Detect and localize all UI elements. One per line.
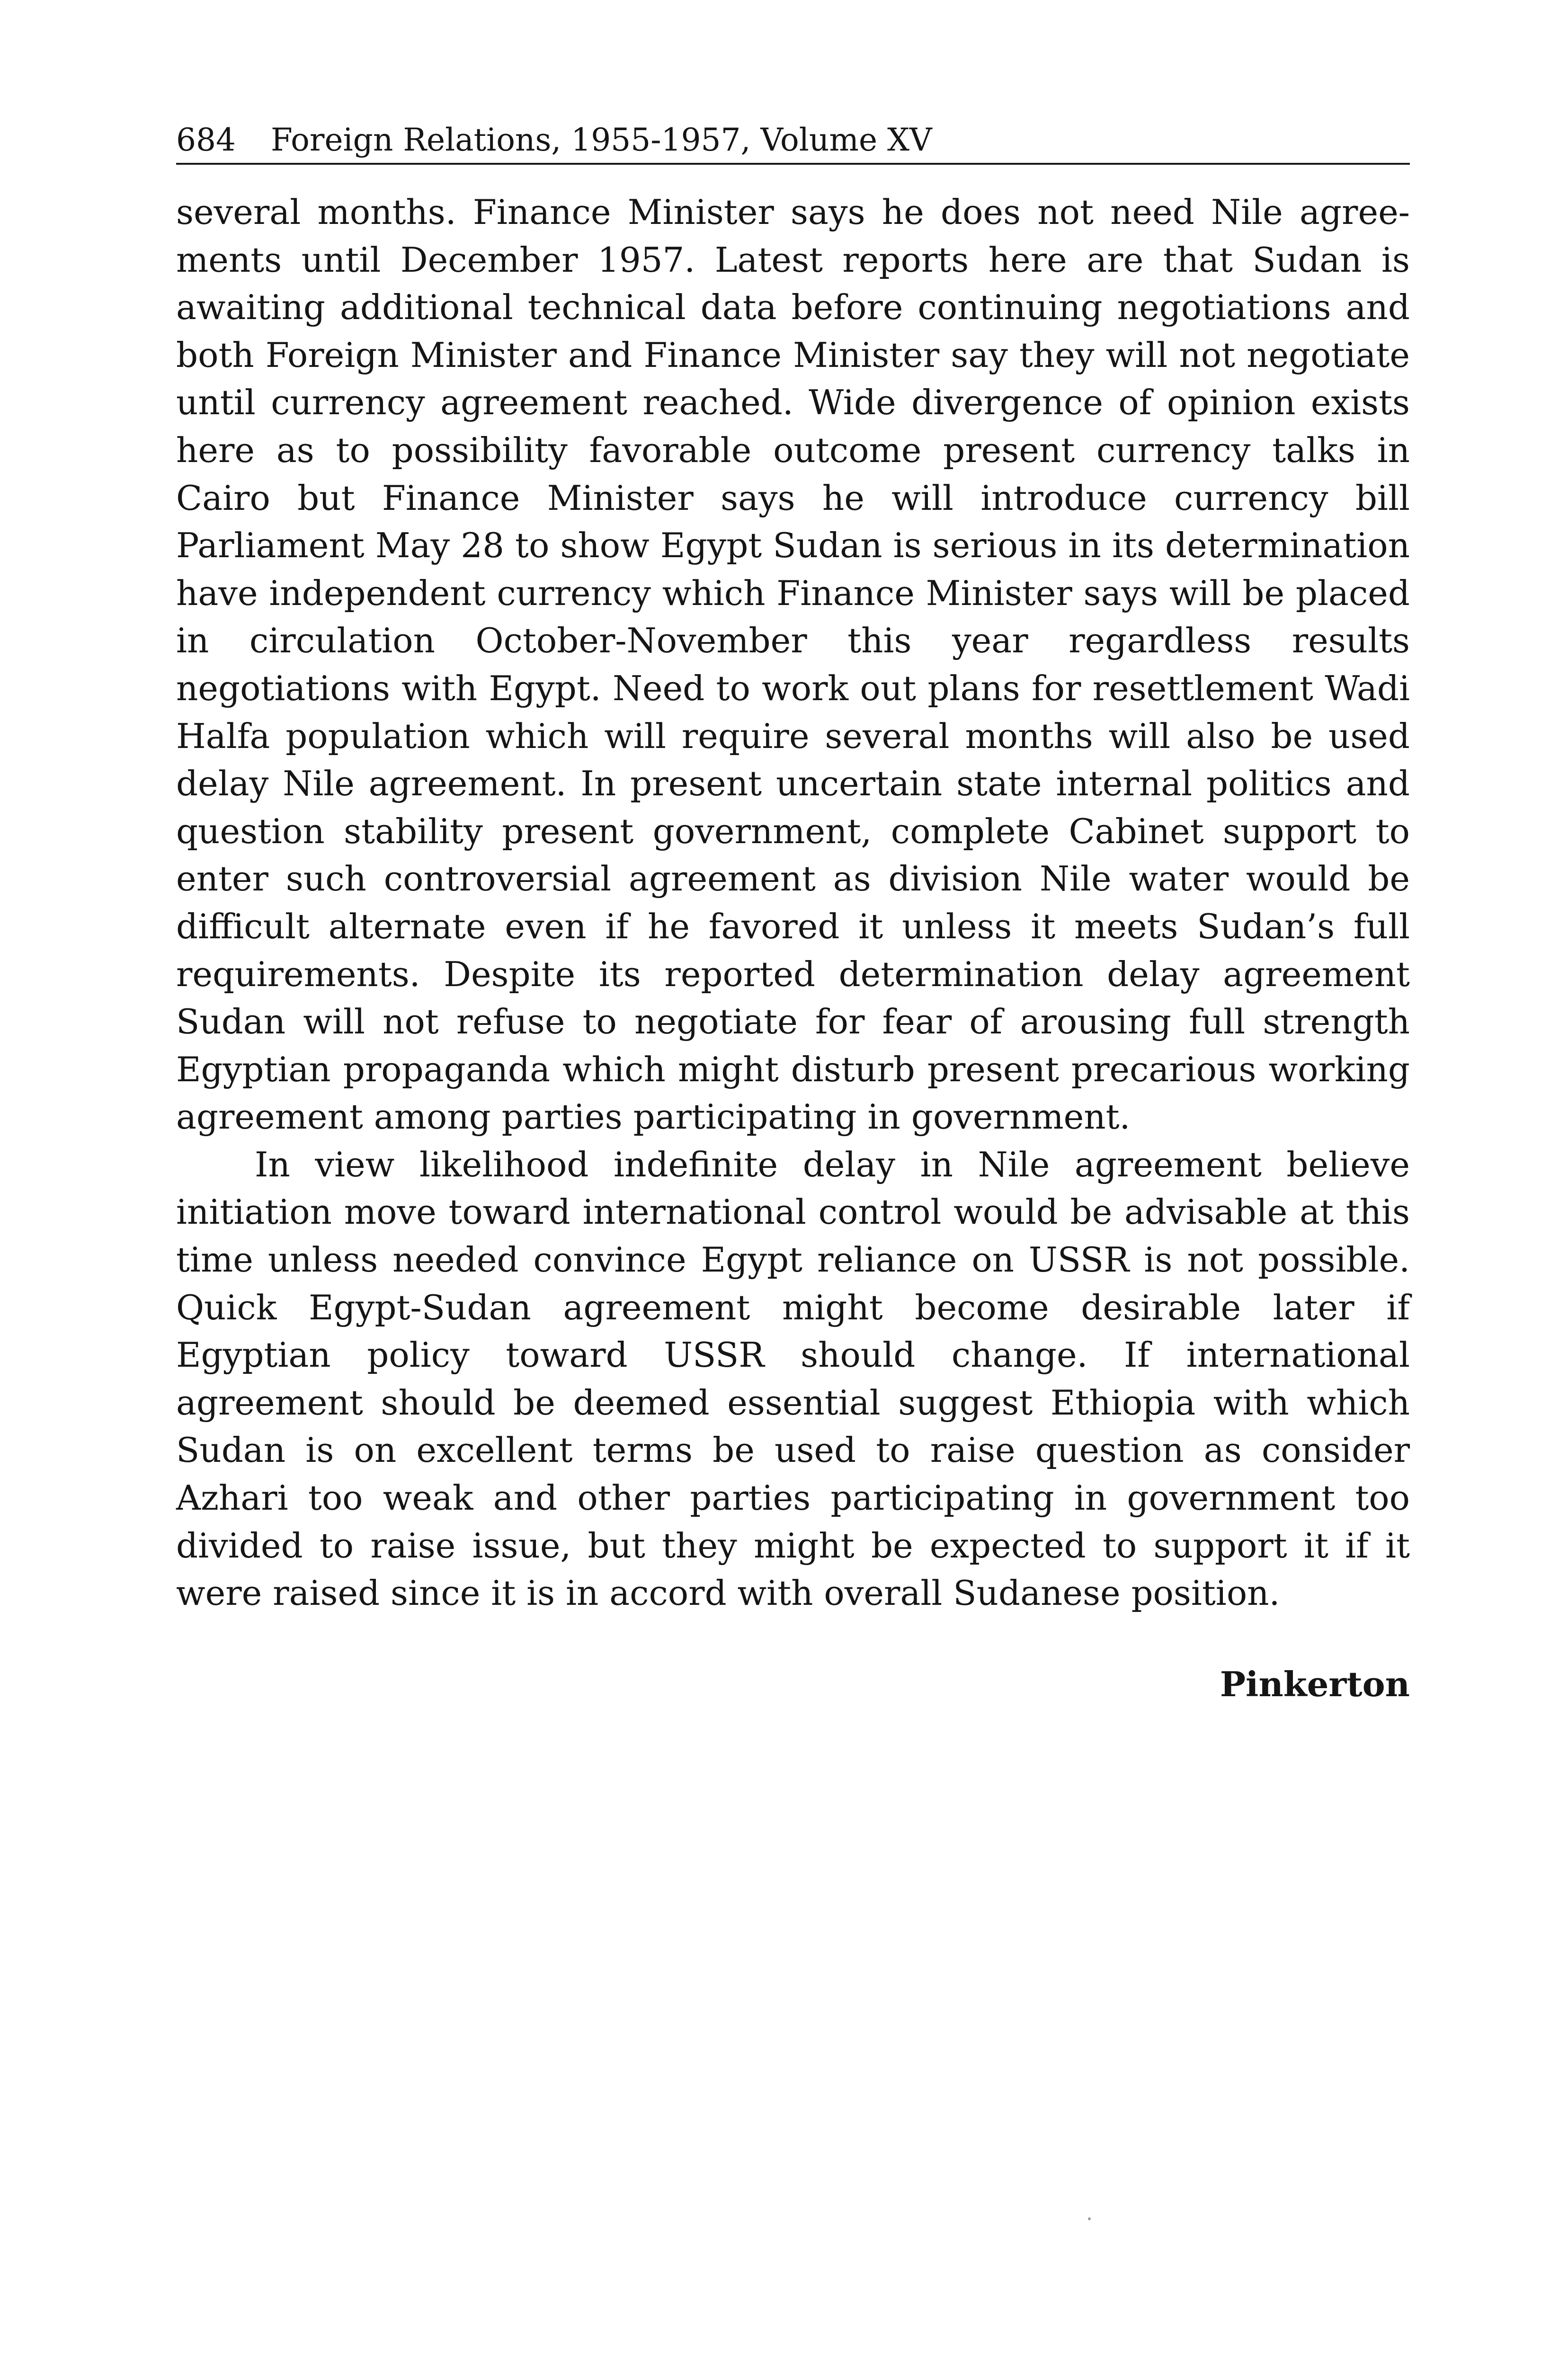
- paragraph-recommendation: In view likelihood indefinite delay in Nile agreement believe initiation move toward international control would be advisable at this time unless needed convince Egypt reliance on USSR is not possible. Quick Egypt-Sudan agreement might become desirable later if Egyptian policy toward USSR should change. If international agreement should be deemed essential suggest Ethiopia with which Sudan is on excellent terms be used to raise question as consider Azhari too weak and other parties participating in government too divided to raise issue, but they might be expected to support it if it were raised since it is in accord with overall Sudanese position.: [176, 1144, 1410, 1613]
- scan-speck: [1088, 2217, 1091, 2220]
- page-number: 684: [176, 122, 236, 158]
- running-title: Foreign Relations, 1955-1957, Volume XV: [270, 122, 932, 158]
- signature: Pinkerton: [1220, 1664, 1410, 1704]
- running-head: [176, 117, 1410, 165]
- body-text: [176, 188, 1410, 1617]
- paragraph-continued: several months. Finance Minister says he does not need Nile agreements until December 1957. Latest reports here are that Sudan is awaiting additional technical data before continuing negotiations and both Foreign Minister and Finance Minister say they will not negotiate until currency agreement reached. Wide divergence of opinion exists here as to possibility favorable outcome present currency talks in Cairo but Finance Minister says he will introduce currency bill Parliament May 28 to show Egypt Sudan is serious in its determination have independent currency which Finance Minister says will be placed in circulation October-November this year regardless results negotiations with Egypt. Need to work out plans for resettlement Wadi Halfa population which will require several months will also be used delay Nile agreement. In present uncertain state internal politics and question stability present government, complete Cabinet support to enter such controversial agreement as division Nile water would be difficult alternate even if he favored it unless it meets Sudan’s full requirements. Despite its reported determination delay agreement Sudan will not refuse to negotiate for fear of arousing full strength Egyptian propaganda which might disturb present precarious working agreement among parties participating in government.: [176, 192, 1410, 1137]
